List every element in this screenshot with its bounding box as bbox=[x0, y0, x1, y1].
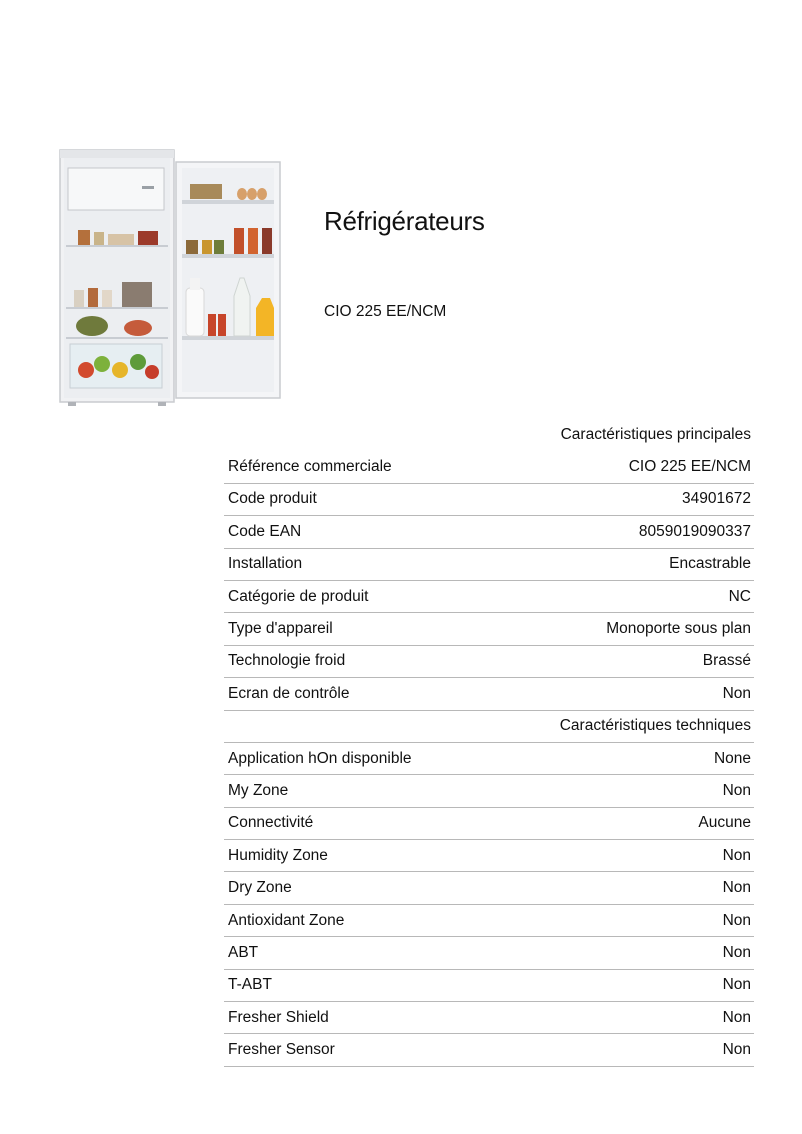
spec-value: Encastrable bbox=[669, 555, 751, 573]
section-header bbox=[224, 419, 754, 451]
spec-value: Non bbox=[722, 1041, 751, 1059]
spec-value: CIO 225 EE/NCM bbox=[628, 458, 751, 476]
table-row bbox=[224, 808, 754, 840]
spec-label: Type d'appareil bbox=[228, 620, 333, 638]
spec-value: Non bbox=[722, 684, 751, 702]
spec-label: Code produit bbox=[228, 490, 317, 508]
spec-label: Fresher Sensor bbox=[228, 1041, 335, 1059]
table-row bbox=[224, 840, 754, 872]
table-row bbox=[224, 905, 754, 937]
model-name: CIO 225 EE/NCM bbox=[324, 303, 447, 320]
spec-value: Monoporte sous plan bbox=[606, 620, 751, 638]
section-title: Caractéristiques principales bbox=[560, 426, 751, 444]
spec-value: Aucune bbox=[698, 814, 751, 832]
table-row bbox=[224, 484, 754, 516]
table-row bbox=[224, 678, 754, 710]
table-row bbox=[224, 775, 754, 807]
spec-value: None bbox=[713, 749, 751, 767]
spec-label: Catégorie de produit bbox=[228, 587, 369, 605]
spec-value: Non bbox=[722, 976, 751, 994]
spec-value: Brassé bbox=[702, 652, 751, 670]
table-row bbox=[224, 646, 754, 678]
spec-label: Humidity Zone bbox=[228, 846, 328, 864]
table-row bbox=[224, 549, 754, 581]
spec-value: 8059019090337 bbox=[638, 522, 751, 540]
spec-value: Non bbox=[722, 911, 751, 929]
spec-label: My Zone bbox=[228, 781, 289, 799]
table-row bbox=[224, 937, 754, 969]
table-row bbox=[224, 872, 754, 904]
spec-label: Ecran de contrôle bbox=[228, 684, 350, 702]
section-header bbox=[224, 711, 754, 743]
page-title: Réfrigérateurs bbox=[324, 206, 485, 236]
spec-table bbox=[224, 419, 754, 1067]
spec-value: NC bbox=[728, 587, 751, 605]
spec-label: Fresher Shield bbox=[228, 1008, 329, 1026]
spec-value: Non bbox=[722, 943, 751, 961]
spec-value: Non bbox=[722, 846, 751, 864]
spec-label: Connectivité bbox=[228, 814, 314, 832]
spec-value: Non bbox=[722, 1008, 751, 1026]
spec-value: Non bbox=[722, 781, 751, 799]
spec-label: Technologie froid bbox=[228, 652, 346, 670]
spec-value: 34901672 bbox=[682, 490, 751, 508]
product-image bbox=[58, 148, 286, 408]
spec-label: Application hOn disponible bbox=[228, 749, 412, 767]
table-row bbox=[224, 581, 754, 613]
table-row bbox=[224, 1002, 754, 1034]
spec-label: Code EAN bbox=[228, 522, 302, 540]
table-row bbox=[224, 1034, 754, 1066]
spec-value: Non bbox=[722, 879, 751, 897]
table-row bbox=[224, 613, 754, 645]
table-row bbox=[224, 743, 754, 775]
spec-label: Référence commerciale bbox=[228, 458, 392, 476]
section-title: Caractéristiques techniques bbox=[559, 717, 751, 735]
spec-label: Antioxidant Zone bbox=[228, 911, 345, 929]
spec-label: ABT bbox=[228, 943, 259, 961]
table-row bbox=[224, 451, 754, 483]
table-row bbox=[224, 516, 754, 548]
table-row bbox=[224, 970, 754, 1002]
spec-label: Dry Zone bbox=[228, 879, 292, 897]
spec-label: Installation bbox=[228, 555, 303, 573]
spec-label: T-ABT bbox=[228, 976, 272, 994]
